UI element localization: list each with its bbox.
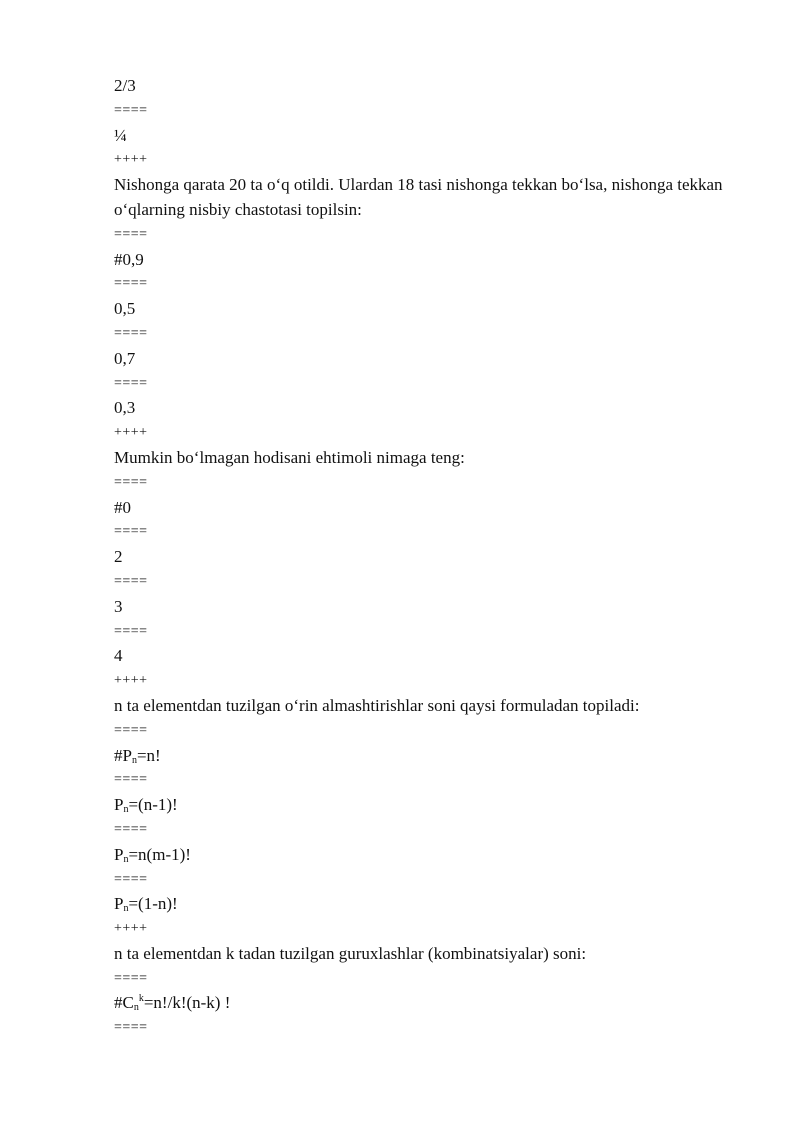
question-separator: ++++ (114, 673, 148, 689)
answer-option: 0,7 (114, 348, 136, 368)
question-text: n ta elementdan tuzilgan o‘rin almashtirishlar soni qaysi formuladan topiladi: (114, 695, 640, 715)
formula-subscript: n (123, 903, 129, 915)
option-separator: ==== (114, 573, 148, 589)
option-separator: ==== (114, 375, 148, 391)
option-separator: ==== (114, 474, 148, 490)
option-separator: ==== (114, 325, 148, 341)
option-separator: ==== (114, 871, 148, 887)
question-text: n ta elementdan k tadan tuzilgan guruxlashlar (kombinatsiyalar) soni: (114, 943, 587, 963)
formula-main: P (114, 844, 124, 864)
answer-option: 2 (114, 547, 123, 567)
answer-formula (114, 843, 744, 868)
option-separator: ==== (114, 772, 148, 788)
correct-answer-formula (114, 744, 744, 769)
document-page (114, 74, 744, 1041)
question-separator: ++++ (114, 921, 148, 937)
option-separator: ==== (114, 102, 148, 118)
answer-option: 3 (114, 596, 123, 616)
formula-rest: =(1-n)! (128, 894, 178, 914)
option-separator: ==== (114, 524, 148, 540)
answer-option: 4 (114, 646, 123, 666)
option-separator: ==== (114, 226, 148, 242)
formula-rest: =(n-1)! (128, 795, 178, 815)
answer-option: 0,5 (114, 299, 136, 319)
formula-main: #C (114, 993, 134, 1013)
question-separator: ++++ (114, 152, 148, 168)
question-separator: ++++ (114, 425, 148, 441)
option-separator: ==== (114, 1020, 148, 1036)
formula-superscript: k (138, 993, 144, 1005)
formula-rest: =n! (136, 745, 161, 765)
correct-answer-option: #0,9 (114, 249, 144, 269)
answer-formula (114, 892, 744, 917)
question-text: Mumkin bo‘lmagan hodisani ehtimoli nimaga teng: (114, 447, 465, 467)
answer-option: 2/3 (114, 76, 136, 95)
answer-option: ¼ (114, 125, 127, 145)
option-separator: ==== (114, 623, 148, 639)
correct-answer-formula (114, 991, 744, 1016)
formula-main: P (114, 795, 124, 815)
answer-option: 0,3 (114, 398, 136, 418)
formula-subscript: n (123, 853, 129, 865)
option-separator: ==== (114, 276, 148, 292)
formula-main: #P (114, 745, 132, 765)
formula-subscript: n (123, 804, 129, 816)
option-separator: ==== (114, 970, 148, 986)
option-separator: ==== (114, 821, 148, 837)
formula-subscript: n (131, 754, 137, 766)
formula-subscript: n (133, 1002, 139, 1014)
formula-main: P (114, 894, 124, 914)
option-separator: ==== (114, 722, 148, 738)
formula-rest: =n!/k!(n-k) ! (143, 993, 231, 1013)
question-text: Nishonga qarata 20 ta o‘q otildi. Ulardan 18 tasi nishonga tekkan bo‘lsa, nishonga tekkan o‘qlarning nisbiy chastotasi topilsin: (114, 175, 723, 219)
answer-formula (114, 793, 744, 818)
formula-rest: =n(m-1)! (128, 844, 191, 864)
correct-answer-option: #0 (114, 497, 131, 517)
